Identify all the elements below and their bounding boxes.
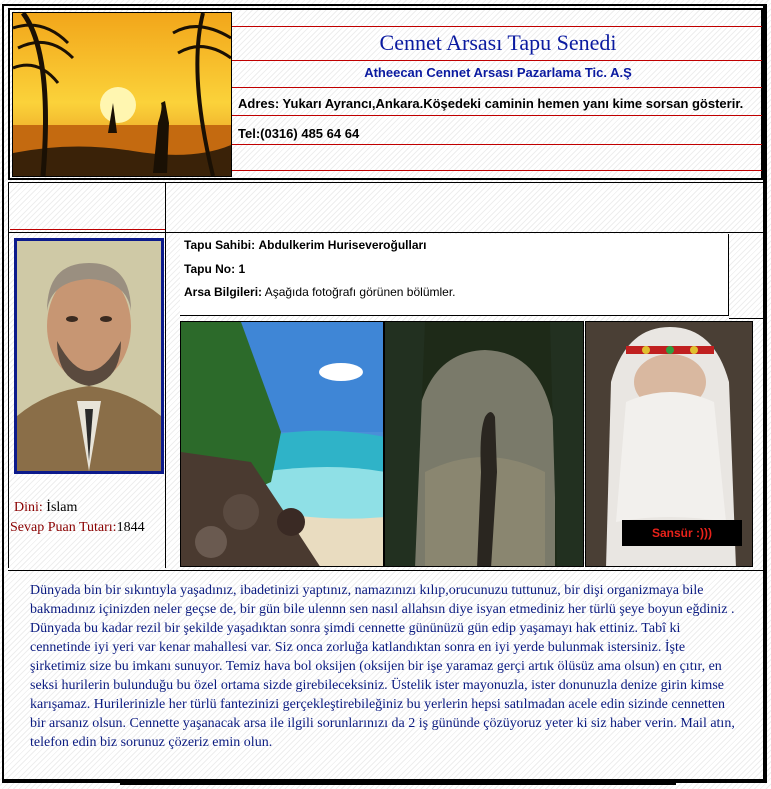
- deed-info: [180, 234, 729, 316]
- religion-label: Dini:: [14, 500, 43, 515]
- merit-field: [10, 520, 145, 536]
- header-rule: [232, 87, 762, 88]
- header-rule: [232, 60, 762, 61]
- land-info-row: [184, 285, 456, 299]
- sunset-image: [12, 12, 232, 177]
- header-rule: [232, 144, 762, 145]
- bottom-bar: [120, 782, 676, 785]
- beach-photo: [180, 321, 384, 567]
- religion-value: İslam: [46, 500, 78, 515]
- header-rule: [232, 115, 762, 116]
- deed-holder-row: [184, 238, 427, 252]
- column-divider: [165, 182, 166, 568]
- land-info-value: Aşağıda fotoğrafı görünen bölümler.: [264, 285, 456, 299]
- company-address: Adres: Yukarı Ayrancı,Ankara.Köşedeki caminin hemen yanı kime sorsan gösterir.: [238, 96, 744, 111]
- company-phone: Tel:(0316) 485 64 64: [238, 126, 360, 141]
- merit-label: Sevap Puan Tutarı:: [10, 520, 117, 535]
- cave-photo: [384, 321, 584, 567]
- merit-value: 1844: [116, 520, 145, 535]
- header-rule: [232, 26, 762, 27]
- religion-field: [14, 500, 77, 516]
- land-info-label: Arsa Bilgileri:: [184, 285, 263, 299]
- deed-holder-value: Abdulkerim Huriseveroğulları: [258, 238, 427, 252]
- deed-number-label: Tapu No:: [184, 262, 236, 276]
- company-name: Atheecan Cennet Arsası Pazarlama Tic. A.Ş: [364, 65, 632, 80]
- column-divider: [8, 182, 9, 568]
- section-divider: [8, 182, 767, 183]
- owner-photo: [14, 238, 164, 474]
- header-rule: [232, 170, 762, 171]
- section-divider: [729, 318, 767, 319]
- deed-number-row: [184, 262, 245, 276]
- deed-holder-label: Tapu Sahibi:: [184, 238, 256, 252]
- section-divider: [8, 232, 767, 233]
- description-paragraph: Dünyada bin bir sıkıntıyla yaşadınız, ibadetinizi yaptınız, namazınızı kılıp,orucunuzu tuttunuz, bir dişi organizmaya bile bakmadınız içinizden neler geçse de, bir gün bile ulennn sen nasıl allahsın diye isyan etmediniz her türlü şeye boyun eğdiniz . Dünyada bu kadar rezil bir şekilde yaşadıktan sonra şimdi cennette gününüzü gün edip yaşamayı hak ettiniz. Tabî ki cennetinde iyi yeri var kenar mahallesi var. Siz onca zorluğa katlandıktan sonra en iyi yerde bulunmak istersiniz. İşte şirketimiz size bu imkanı sunuyor. Temiz hava bol oksijen (oksijen bir işe yaramaz gerçi artık ölüsüz ama olsun) en çıtır, en seksi hurilerin bulunduğu bu özel ortama sizde girebileceksiniz. Üstelik ister mayonuzla, ister donunuzla denize girin kimse karışamaz. Hurilerinizle her türlü fantezinizi gerçekleştirebileğiniz bu yerlerin hepsi satılmadan acele edin sizinde cennetten bir arsanız olsun. Cennette yaşanacak arsa ile ilgili sorunlarınızı da 2 iş gününde çözüyoruz yeter ki siz haber verin. Mail atın, telefon edin biz sorunuz çözeriz emin olun.: [30, 583, 735, 750]
- page-title: Cennet Arsası Tapu Senedi: [379, 30, 617, 55]
- owner-rule: [10, 229, 165, 230]
- section-divider: [8, 570, 767, 571]
- censor-badge: Sansür :))): [622, 520, 742, 546]
- deed-number-value: 1: [238, 262, 246, 276]
